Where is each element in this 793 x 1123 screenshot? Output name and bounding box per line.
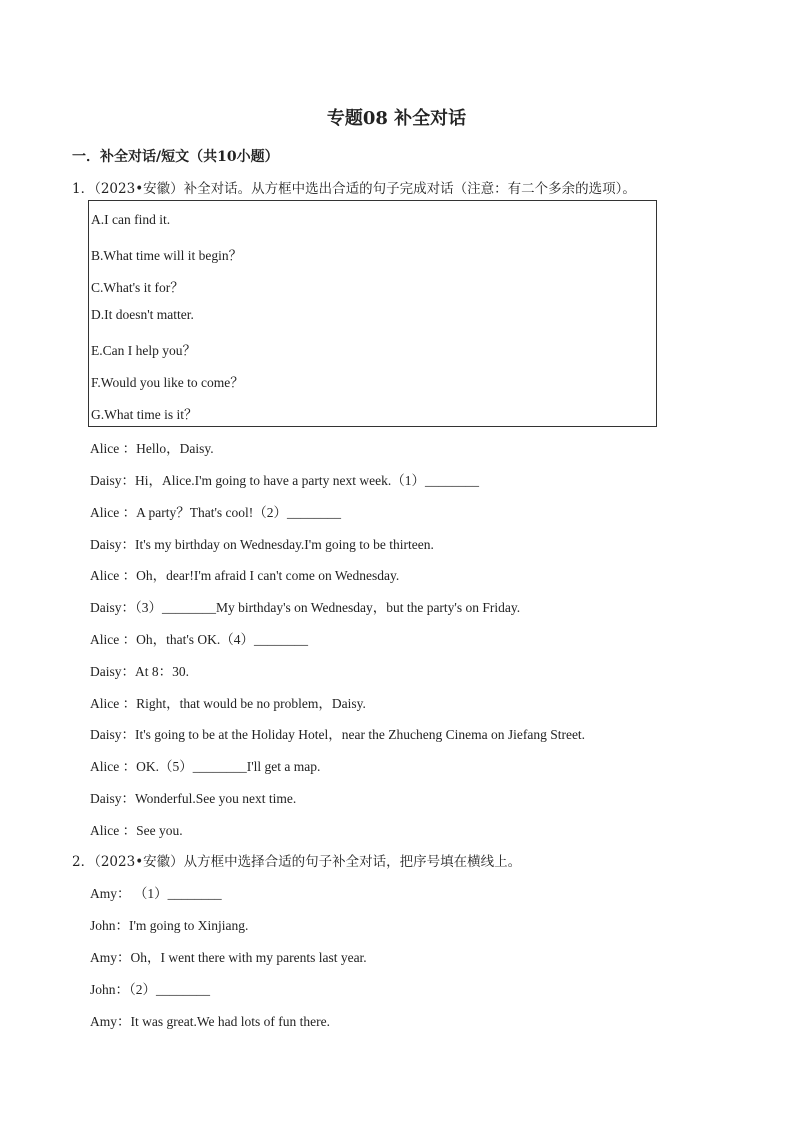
dialogue-line: Daisy：At 8：30. — [90, 664, 189, 679]
option-a: A.I can find it. — [91, 212, 171, 227]
dialogue-line: Amy： （1）________ — [90, 886, 222, 901]
dialogue-line: Daisy：It's my birthday on Wednesday.I'm going to be thirteen. — [90, 537, 434, 552]
option-b: B.What time will it begin？ — [91, 248, 243, 263]
option-g: G.What time is it？ — [91, 407, 198, 422]
dialogue-line: Alice ：Right，that would be no problem，Daisy. — [90, 696, 366, 711]
dialogue-line: Amy：Oh，I went there with my parents last year. — [90, 950, 367, 965]
dialogue-line: Alice ：OK.（5）________I'll get a map. — [90, 759, 321, 774]
question-1-stem: 1．（2023•安徽）补全对话。从方框中选出合适的句子完成对话（注意：有二个多余的选项）。 — [72, 181, 636, 197]
option-c: C.What's it for？ — [91, 280, 184, 295]
question-2-stem: 2．（2023•安徽）从方框中选择合适的句子补全对话，把序号填在横线上。 — [72, 854, 522, 870]
section-heading: 一．补全对话/短文（共10小题） — [72, 149, 279, 165]
dialogue-line: Alice ：Oh，that's OK.（4）________ — [90, 632, 309, 647]
page-title: 专题08 补全对话 — [326, 108, 467, 129]
dialogue-line: Daisy：（3）________My birthday's on Wednesday，but the party's on Friday. — [90, 600, 521, 615]
dialogue-line: John：I'm going to Xinjiang. — [90, 918, 249, 933]
options-box — [88, 200, 657, 427]
dialogue-line: John：（2）________ — [90, 982, 211, 997]
dialogue-line: Alice ：Oh，dear!I'm afraid I can't come on Wednesday. — [90, 568, 400, 583]
dialogue-line: Daisy：Hi，Alice.I'm going to have a party next week.（1）________ — [90, 473, 479, 488]
dialogue-line: Alice ：See you. — [90, 823, 183, 838]
dialogue-line: Alice ：A party？That's cool!（2）________ — [90, 505, 342, 520]
dialogue-line: Alice ：Hello，Daisy. — [90, 441, 214, 456]
dialogue-line: Amy：It was great.We had lots of fun there. — [90, 1014, 330, 1029]
option-d: D.It doesn't matter. — [91, 307, 194, 322]
dialogue-line: Daisy：It's going to be at the Holiday Hotel，near the Zhucheng Cinema on Jiefang Street. — [90, 727, 586, 742]
option-e: E.Can I help you？ — [91, 343, 196, 358]
option-f: F.Would you like to come？ — [91, 375, 244, 390]
dialogue-line: Daisy：Wonderful.See you next time. — [90, 791, 297, 806]
